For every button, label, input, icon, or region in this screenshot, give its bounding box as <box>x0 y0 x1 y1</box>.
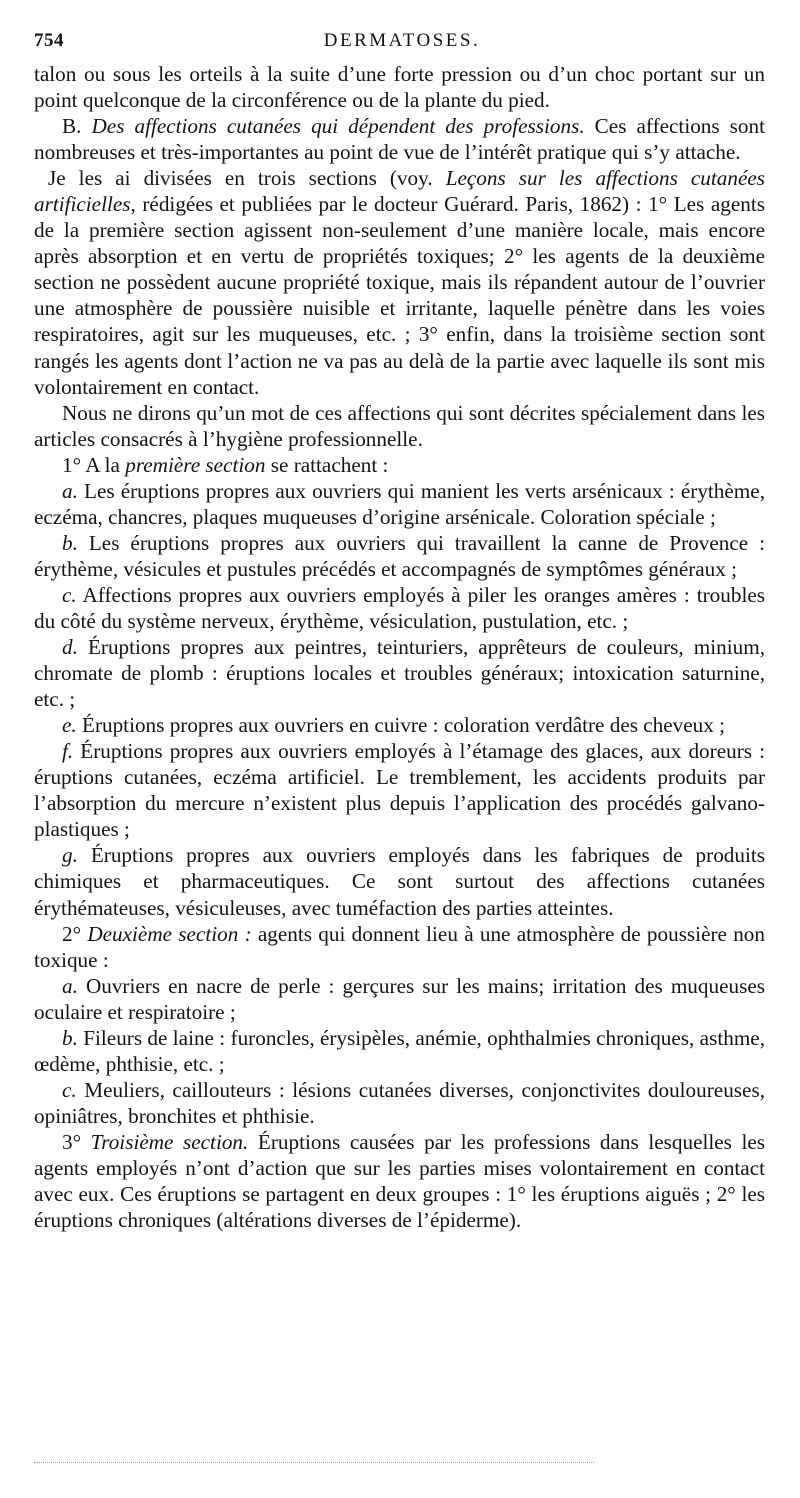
text-run: Éruptions propres aux ouvriers employés dans les fabriques de produits chimiques et pharmaceutiques. Ce sont surtout des affections cutanées érythémateuses, vésiculeuses, avec tuméfaction des parties atteintes. <box>34 843 765 920</box>
paragraph <box>34 973 765 1025</box>
paragraph <box>34 400 765 452</box>
text-run: Meuliers, caillouteurs : lésions cutanées diverses, conjonctivites douloureuses, opiniâtres, bronchites et phthisie. <box>34 1077 765 1128</box>
page-header <box>34 30 770 56</box>
paragraph <box>34 61 765 113</box>
paragraph <box>34 1129 765 1233</box>
text-run: Nous ne dirons qu’un mot de ces affections qui sont décrites spécialement dans les articles consacrés à l’hygiène professionnelle. <box>34 400 765 451</box>
text-run: 3° <box>62 1129 91 1154</box>
italic-run: g. <box>62 843 78 868</box>
italic-run: f. <box>62 739 74 764</box>
text-run: Affections propres aux ouvriers employés à piler les oranges amères : troubles du côté du système nerveux, érythème, vésiculation, pustulation, etc. ; <box>34 582 765 633</box>
italic-run: première section <box>125 452 266 477</box>
page-number: 754 <box>34 30 64 51</box>
paragraph <box>34 582 765 634</box>
text-run: 1° A la <box>62 452 126 477</box>
text-run: B. <box>62 114 92 139</box>
text-run: Les éruptions propres aux ouvriers qui travaillent la canne de Provence : érythème, vésicules et pustules précédés et accompagnés de symptômes généraux ; <box>34 530 765 581</box>
paragraph <box>34 921 765 973</box>
text-run: Je les ai divisées en trois sections (voy. <box>48 166 446 191</box>
paragraph <box>34 842 765 920</box>
text-run: 2° <box>62 921 88 946</box>
paragraph <box>34 530 765 582</box>
text-run: Éruptions propres aux ouvriers employés à l’étamage des glaces, aux doreurs : éruptions cutanées, eczéma artificiel. Le tremblement, les accidents produits par l’absorption du mercure n’existent plus depuis l’application des procédés galvano-plastiques ; <box>34 739 765 842</box>
paragraph <box>34 712 765 738</box>
paragraph <box>34 1025 765 1077</box>
paragraph <box>34 113 765 165</box>
running-title: DERMATOSES. <box>323 30 481 51</box>
footer-rule <box>34 1462 594 1463</box>
italic-run: a. <box>62 973 78 998</box>
italic-run: c. <box>62 1077 77 1102</box>
italic-run: d. <box>62 635 78 660</box>
paragraph <box>34 452 765 478</box>
text-run: Éruptions propres aux ouvriers en cuivre : coloration verdâtre des cheveux ; <box>76 713 726 738</box>
paragraph <box>34 165 765 399</box>
italic-run: Troisième section. <box>90 1129 249 1154</box>
text-run: Éruptions causées par les professions dans lesquelles les agents employés n’ont d’action que sur les parties mises volontairement en contact avec eux. Ces éruptions se partagent en deux groupes : 1° les éruptions aiguës ; 2° les éruptions chroniques (altérations diverses de l’épiderme). <box>34 1129 765 1233</box>
text-run: se rattachent : <box>265 452 389 477</box>
italic-run: c. <box>62 582 77 607</box>
paragraph <box>34 738 765 842</box>
italic-run: e. <box>62 713 77 738</box>
italic-run: a. <box>62 478 78 503</box>
text-run: Fileurs de laine : furoncles, érysipèles, anémie, ophthalmies chroniques, asthme, œdème, phthisie, etc. ; <box>34 1025 765 1076</box>
text-run: Ouvriers en nacre de perle : gerçures sur les mains; irritation des muqueuses oculaire et respiratoire ; <box>34 973 765 1024</box>
text-run: Éruptions propres aux peintres, teinturiers, apprêteurs de couleurs, minium, chromate de plomb : éruptions locales et troubles généraux; intoxication saturnine, etc. ; <box>34 635 765 712</box>
body-text <box>34 61 765 1233</box>
italic-run: Leçons sur les affections cutanées artificielles <box>34 166 765 217</box>
text-run: agents qui donnent lieu à une atmosphère de poussière non toxique : <box>34 921 765 972</box>
italic-run: Deuxième section : <box>87 921 252 946</box>
text-run: Les éruptions propres aux ouvriers qui manient les verts arsénicaux : érythème, eczéma, chancres, plaques muqueuses d’origine arsénicale. Coloration spéciale ; <box>34 478 765 529</box>
italic-run: b. <box>62 530 78 555</box>
paragraph <box>34 478 765 530</box>
text-run: Ces affections sont nombreuses et très-importantes au point de vue de l’intérêt pratique qui s’y attache. <box>34 114 765 165</box>
italic-run: b. <box>62 1025 78 1050</box>
paragraph <box>34 1077 765 1129</box>
text-run: talon ou sous les orteils à la suite d’une forte pression ou d’un choc portant sur un point quelconque de la circonférence ou de la plante du pied. <box>34 62 765 113</box>
paragraph <box>34 634 765 712</box>
italic-run: Des affections cutanées qui dépendent des professions. <box>91 114 585 139</box>
text-run: , rédigées et publiées par le docteur Guérard. Paris, 1862) : 1° Les agents de la première section agissent non-seulement d’une manière locale, mais encore après absorption et en vertu de propriétés toxiques; 2° les agents de la deuxième section ne possèdent aucune propriété toxique, mais ils répandent autour de l’ouvrier une atmosphère de poussière nuisible et irritante, laquelle pénètre dans les voies respiratoires, agit sur les muqueuses, etc. ; 3° enfin, dans la troisième section sont rangés les agents dont l’action ne va pas au delà de la partie avec laquelle ils sont mis volontairement en contact. <box>34 192 765 399</box>
